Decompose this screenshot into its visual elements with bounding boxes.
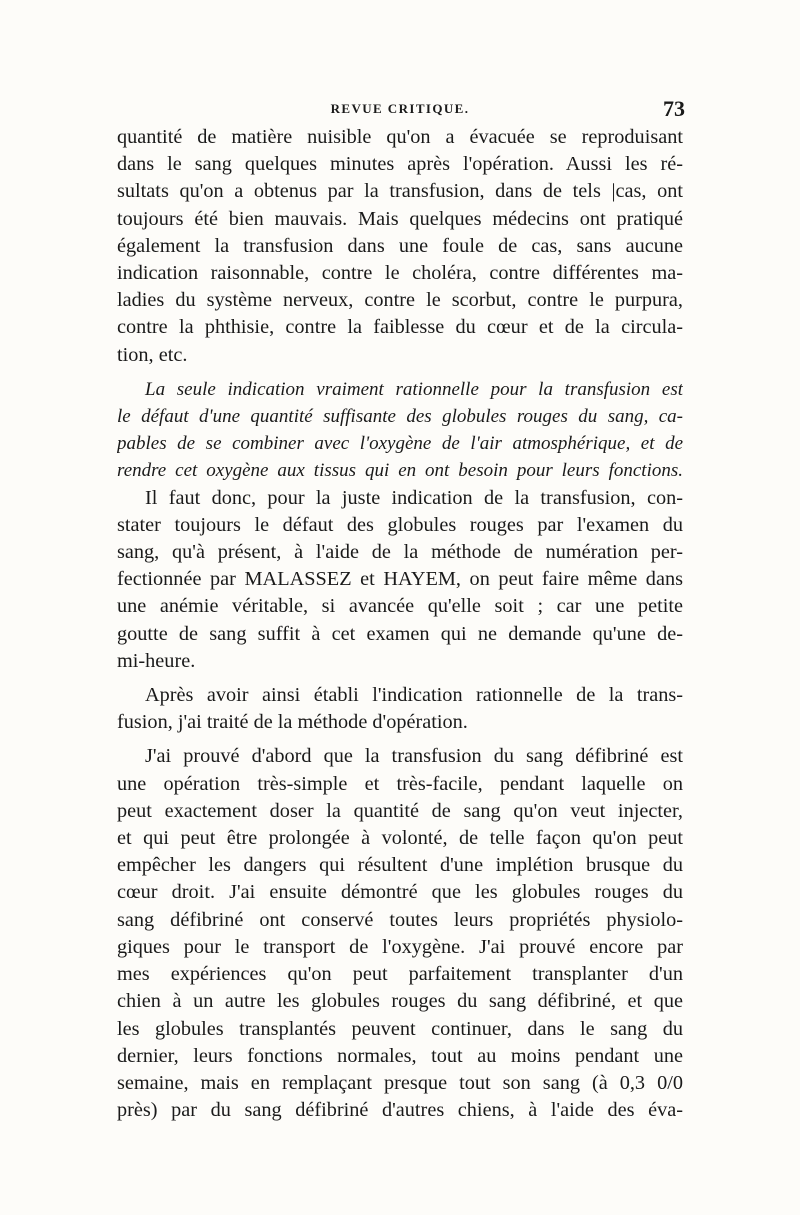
page-number: 73 [663,96,685,121]
italic-paragraph [117,376,683,485]
text-line: fectionnée par MALASSEZ et HAYEM, on peut faire même dans [117,568,683,591]
text-line: et qui peut être prolongée à volonté, de telle façon qu'on peut [117,827,683,850]
text-line: quantité de matière nuisible qu'on a évacuée se reproduisant [117,126,683,148]
body-text [117,124,683,1124]
paragraph [117,124,683,369]
text-line: goutte de sang suffit à cet examen qui ne demande qu'une de- [117,622,683,645]
text-line: sultats qu'on a obtenus par la transfusion, dans de tels |cas, ont [117,180,683,203]
text-line: contre la phthisie, contre la faiblesse du cœur et de la circula- [117,316,683,339]
text-line: pables de se combiner avec l'oxygène de l'air atmosphérique, et de [117,433,683,455]
book-page [117,96,683,1124]
text-line: ladies du système nerveux, contre le scorbut, contre le purpura, [117,289,683,312]
text-line: rendre cet oxygène aux tissus qui en ont besoin pour leurs fonctions. [117,460,683,482]
text-line: La seule indication vraiment rationnelle pour la transfusion est [145,378,683,400]
text-line: Il faut donc, pour la juste indication de la transfusion, con- [145,486,683,509]
text-line: Après avoir ainsi établi l'indication rationnelle de la trans- [145,684,683,707]
text-line: J'ai prouvé d'abord que la transfusion du sang défibriné est [145,745,683,768]
text-line: mes expériences qu'on peut parfaitement transplanter d'un [117,963,683,986]
text-line: tion, etc. [117,343,188,366]
text-line: également la transfusion dans une foule de cas, sans aucune [117,234,683,257]
paragraph [117,743,683,1124]
text-line: le défaut d'une quantité suffisante des globules rouges du sang, ca- [117,406,683,428]
text-line: toujours été bien mauvais. Mais quelques médecins ont pratiqué [117,207,683,230]
running-head: REVUE CRITIQUE. [330,101,470,116]
text-line: chien à un autre les globules rouges du sang défibriné, et que [117,990,683,1013]
paragraph [117,485,683,675]
text-line: giques pour le transport de l'oxygène. J'ai prouvé encore par [117,935,683,958]
text-line: empêcher les dangers qui résultent d'une implétion brusque du [117,854,683,877]
text-line: mi-heure. [117,649,196,672]
page-header [117,96,683,122]
text-line: semaine, mais en remplaçant presque tout son sang (à 0,3 0/0 [117,1071,683,1094]
text-line: les globules transplantés peuvent continuer, dans le sang du [117,1017,683,1040]
text-line: sang, qu'à présent, à l'aide de la méthode de numération per- [117,541,683,564]
text-line: dans le sang quelques minutes après l'opération. Aussi les ré- [117,153,683,176]
text-line: stater toujours le défaut des globules rouges par l'examen du [117,513,683,536]
text-line: indication raisonnable, contre le choléra, contre différentes ma- [117,262,683,285]
paragraph [117,682,683,736]
text-line: près) par du sang défibriné d'autres chiens, à l'aide des éva- [117,1099,683,1122]
text-line: fusion, j'ai traité de la méthode d'opération. [117,711,468,734]
text-line: dernier, leurs fonctions normales, tout au moins pendant une [117,1044,683,1067]
text-line: une anémie véritable, si avancée qu'elle soit ; car une petite [117,595,683,618]
text-line: cœur droit. J'ai ensuite démontré que les globules rouges du [117,881,683,904]
text-line: peut exactement doser la quantité de sang qu'on veut injecter, [117,799,683,822]
text-line: sang défibriné ont conservé toutes leurs propriétés physiolo- [117,908,683,931]
text-line: une opération très-simple et très-facile, pendant laquelle on [117,772,683,795]
